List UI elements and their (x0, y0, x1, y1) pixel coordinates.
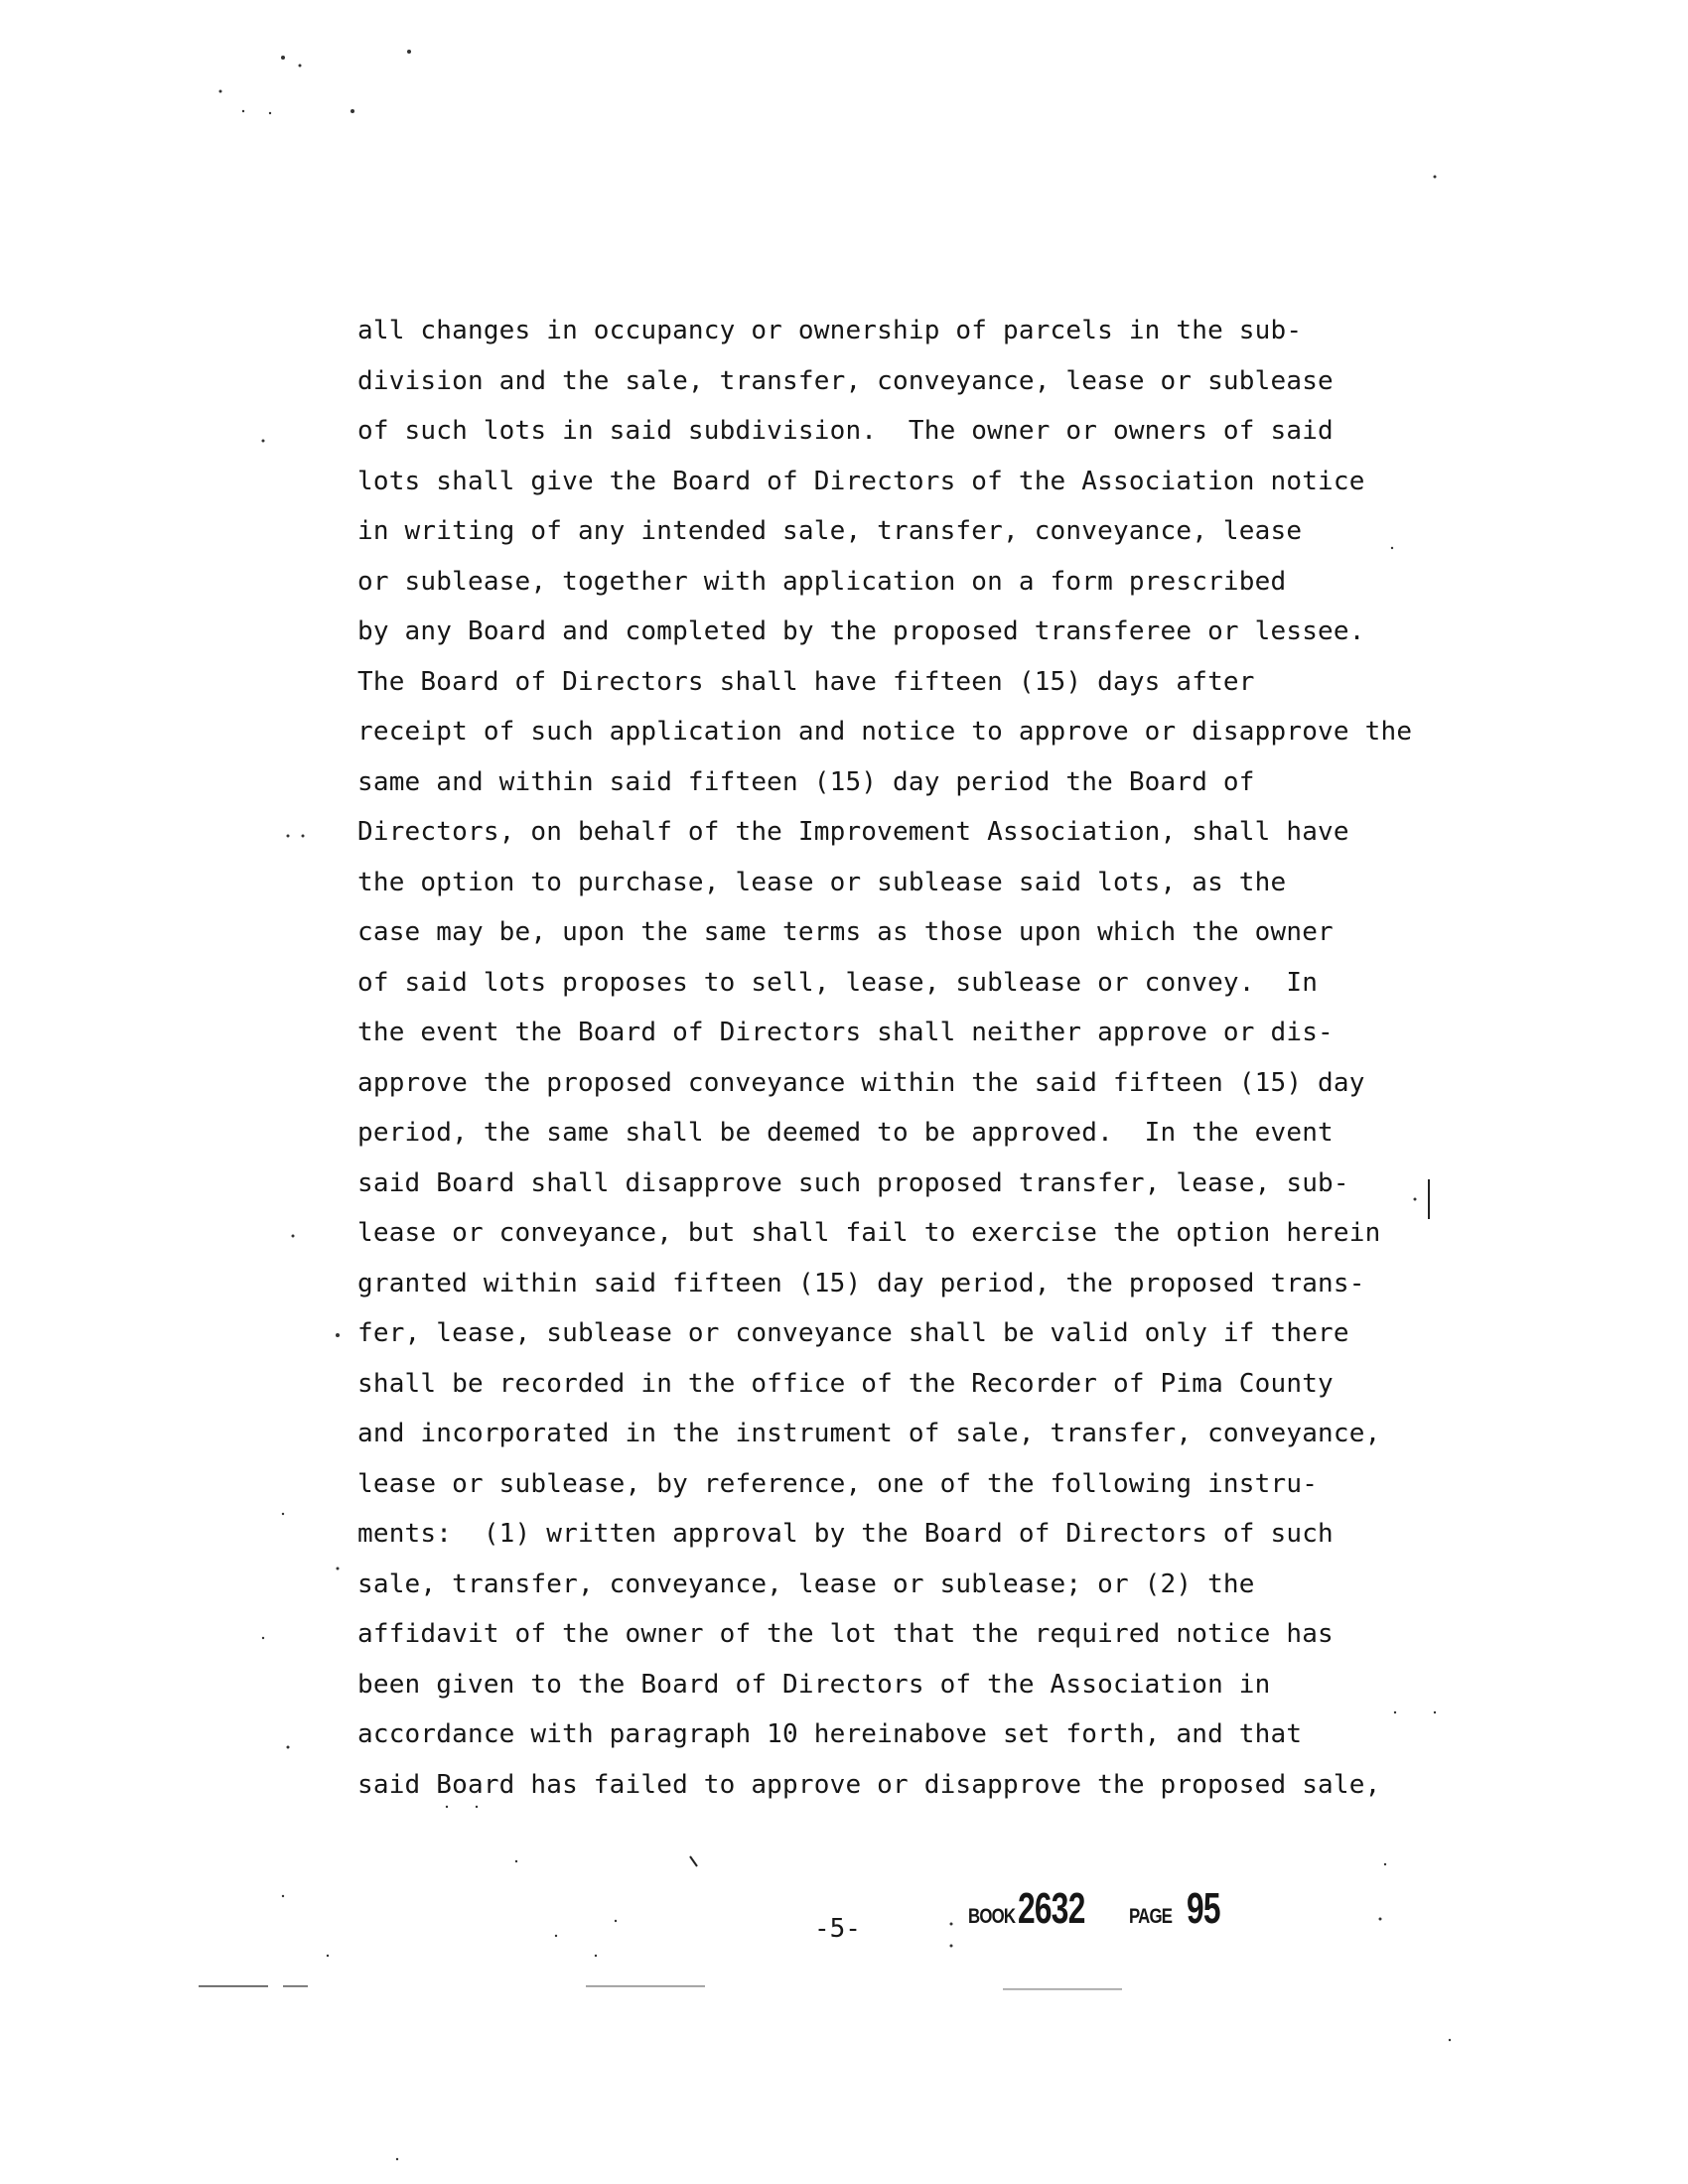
text-line: been given to the Board of Directors of the Association in (357, 1669, 1271, 1700)
text-line: Directors, on behalf of the Improvement Association, shall have (357, 817, 1349, 847)
text-line: said Board has failed to approve or disapprove the proposed sale, (357, 1769, 1381, 1800)
text-line: or sublease, together with application on a form prescribed (357, 566, 1287, 597)
text-line: fer, lease, sublease or conveyance shall be valid only if there (357, 1318, 1349, 1348)
text-line: same and within said fifteen (15) day period the Board of (357, 766, 1255, 797)
text-line: lease or sublease, by reference, one of the following instru- (357, 1468, 1319, 1499)
text-line: said Board shall disapprove such proposed transfer, lease, sub- (357, 1167, 1349, 1198)
text-line: all changes in occupancy or ownership of parcels in the sub- (357, 316, 1303, 345)
text-line: and incorporated in the instrument of sale, transfer, conveyance, (357, 1419, 1381, 1448)
page-value: 95 (1187, 1884, 1220, 1933)
text-line: lease or conveyance, but shall fail to exercise the option herein (357, 1218, 1381, 1248)
text-line: receipt of such application and notice to approve or disapprove the (357, 717, 1413, 747)
text-line: shall be recorded in the office of the Recorder of Pima County (357, 1368, 1334, 1399)
text-line: period, the same shall be deemed to be approved. In the event (357, 1118, 1334, 1148)
text-line: division and the sale, transfer, conveyance, lease or sublease (357, 365, 1334, 396)
text-line: in writing of any intended sale, transfer, conveyance, lease (357, 516, 1303, 546)
text-line: lots shall give the Board of Directors of the Association notice (357, 466, 1365, 496)
text-line: case may be, upon the same terms as those upon which the owner (357, 917, 1334, 947)
text-line: the event the Board of Directors shall neither approve or dis- (357, 1018, 1334, 1047)
page-label: PAGE (1129, 1905, 1173, 1928)
book-label: BOOK (968, 1905, 1016, 1928)
text-line: of such lots in said subdivision. The owner or owners of said (357, 416, 1334, 446)
text-line: by any Board and completed by the proposed transferee or lessee. (357, 616, 1365, 646)
text-line: approve the proposed conveyance within the said fifteen (15) day (357, 1067, 1365, 1098)
text-line: affidavit of the owner of the lot that the required notice has (357, 1619, 1334, 1649)
text-line: accordance with paragraph 10 hereinabove set forth, and that (357, 1719, 1303, 1749)
page-number: -5- (814, 1914, 861, 1944)
text-line: granted within said fifteen (15) day period, the proposed trans- (357, 1268, 1365, 1298)
book-number: 2632 (1018, 1884, 1085, 1933)
text-line: of said lots proposes to sell, lease, sublease or convey. In (357, 967, 1319, 998)
text-line: ments: (1) written approval by the Board of Directors of such (357, 1519, 1334, 1549)
text-line: the option to purchase, lease or sublease said lots, as the (357, 867, 1287, 897)
text-line: The Board of Directors shall have fifteen (15) days after (357, 666, 1255, 697)
text-line: sale, transfer, conveyance, lease or sublease; or (2) the (357, 1569, 1255, 1599)
